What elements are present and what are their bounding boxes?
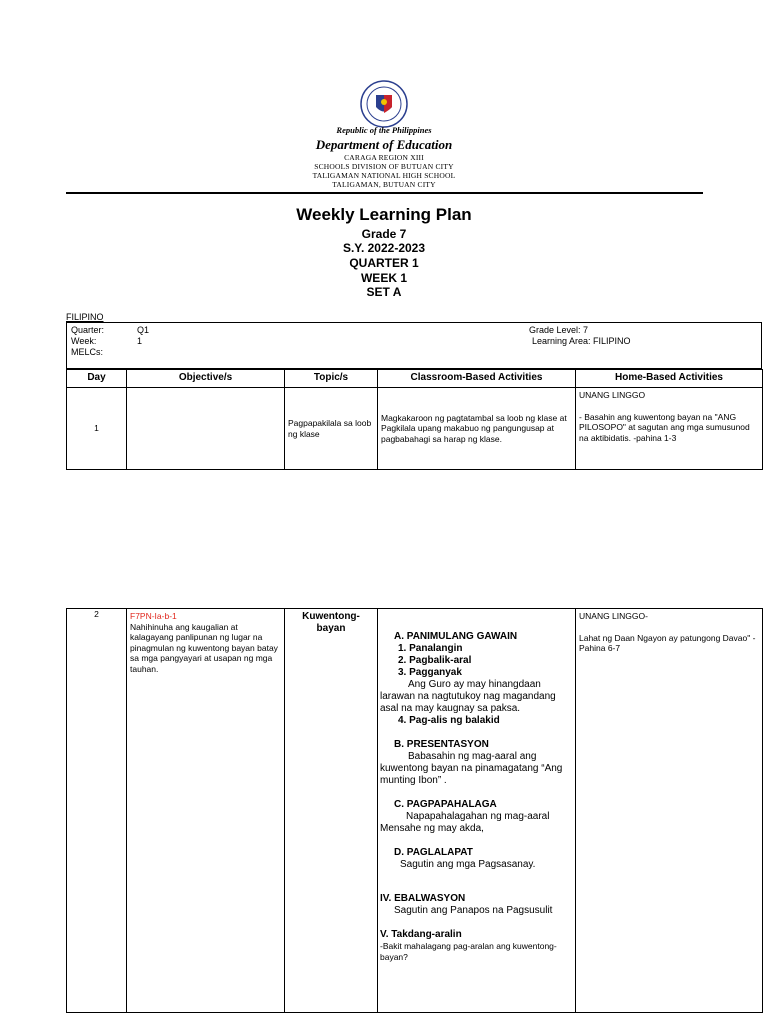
week-label: Week:	[71, 336, 97, 346]
section-d-heading: D. PAGLALAPAT	[394, 847, 473, 858]
section-iv-heading: IV. EBALWASYON	[380, 893, 466, 904]
table-header-row	[67, 370, 763, 388]
home-heading: UNANG LINGGO	[579, 390, 646, 400]
header-divider	[66, 192, 703, 194]
division-line: SCHOOLS DIVISION OF BUTUAN CITY	[314, 162, 454, 171]
step-2: 2. Pagbalik-aral	[398, 655, 472, 666]
subtitle-school-year: S.Y. 2022-2023	[342, 241, 426, 255]
quarter-label: Quarter:	[71, 325, 105, 335]
melcs-label: MELCs:	[71, 347, 104, 357]
topic-cell: Kuwentong-bayan	[285, 609, 378, 1013]
section-b-heading: B. PRESENTASYON	[394, 739, 489, 750]
republic-line: Republic of the Philippines	[336, 125, 432, 135]
col-header-home: Home-Based Activities	[576, 370, 763, 388]
week-value: 1	[137, 336, 143, 346]
home-text: - Basahin ang kuwentong bayan na "ANG PILOSOPO" at sagutan ang mga sumusunod na aktibidatis. -pahina 1-3	[579, 411, 750, 443]
day-cell: 1	[67, 388, 127, 470]
subject-label: FILIPINO	[66, 312, 104, 322]
step-3: 3. Pagganyak	[398, 667, 462, 678]
section-v-text: -Bakit mahalagang pag-aralan ang kuwentong-bayan?	[380, 941, 557, 962]
plan-table-day-2	[66, 608, 763, 1013]
address-line: TALIGAMAN, BUTUAN CITY	[332, 180, 436, 189]
table-row	[67, 609, 763, 1013]
subtitle-quarter: QUARTER 1	[349, 256, 419, 270]
home-text: Lahat ng Daan Ngayon ay patungong Davao" - Pahina 6-7	[579, 632, 756, 653]
deped-seal-icon	[360, 80, 408, 128]
section-c-heading: C. PAGPAPAHALAGA	[394, 799, 497, 810]
document-title: Weekly Learning Plan	[296, 205, 472, 224]
department-line: Department of Education	[315, 137, 453, 152]
section-d-text: Sagutin ang mga Pagsasanay.	[400, 859, 536, 870]
topic-cell: Pagpapakilala sa loob ng klase	[285, 388, 378, 470]
col-header-classroom: Classroom-Based Activities	[378, 370, 576, 388]
classroom-cell: Magkakaroon ng pagtatambal sa loob ng klase at Pagkilala upang makabuo ng pangungusap at pagbabahagi sa harap ng klase.	[378, 388, 576, 470]
region-line: CARAGA REGION XIII	[344, 153, 424, 162]
section-v-heading: V. Takdang-aralin	[380, 929, 462, 940]
plan-table-day-1	[66, 369, 763, 470]
classroom-cell	[378, 609, 576, 1013]
school-line: TALIGAMAN NATIONAL HIGH SCHOOL	[312, 171, 456, 180]
section-c-text: Napapahalagahan ng mag-aaral Mensahe ng may akda,	[380, 811, 550, 834]
objective-text: Nahihinuha ang kaugalian at kalagayang panlipunan ng lugar na pinagmulan ng kuwentong bayan batay sa mga pangyayari at usapan ng mga tauhan.	[130, 621, 278, 674]
home-cell	[576, 609, 763, 1013]
learning-area: Learning Area: FILIPINO	[532, 336, 631, 346]
step-4: 4. Pag-alis ng balakid	[398, 715, 500, 726]
melc-code: F7PN-Ia-b-1	[130, 611, 177, 621]
subtitle-week: WEEK 1	[360, 271, 407, 285]
step-1: 1. Panalangin	[398, 643, 463, 654]
home-heading: UNANG LINGGO-	[579, 611, 648, 621]
objective-cell	[127, 388, 285, 470]
section-b-text: Babasahin ng mag-aaral ang kuwentong bayan na pinamagatang “Ang munting Ibon” .	[380, 751, 563, 786]
section-iv-text: Sagutin ang Panapos na Pagsusulit	[394, 905, 553, 916]
table-row	[67, 388, 763, 470]
home-cell	[576, 388, 763, 470]
col-header-topics: Topic/s	[285, 370, 378, 388]
day-cell: 2	[67, 609, 127, 1013]
subtitle-set: SET A	[366, 285, 402, 299]
section-a-heading: A. PANIMULANG GAWAIN	[394, 631, 518, 642]
info-box	[66, 322, 762, 369]
quarter-value: Q1	[137, 325, 150, 335]
objective-cell	[127, 609, 285, 1013]
subtitle-grade: Grade 7	[361, 227, 407, 241]
col-header-objectives: Objective/s	[127, 370, 285, 388]
grade-level: Grade Level: 7	[529, 325, 589, 335]
step-3-text: Ang Guro ay may hinangdaan larawan na nagtutukoy nag magandang asal na may kaugnay sa paksa.	[380, 679, 556, 714]
col-header-day: Day	[67, 370, 127, 388]
